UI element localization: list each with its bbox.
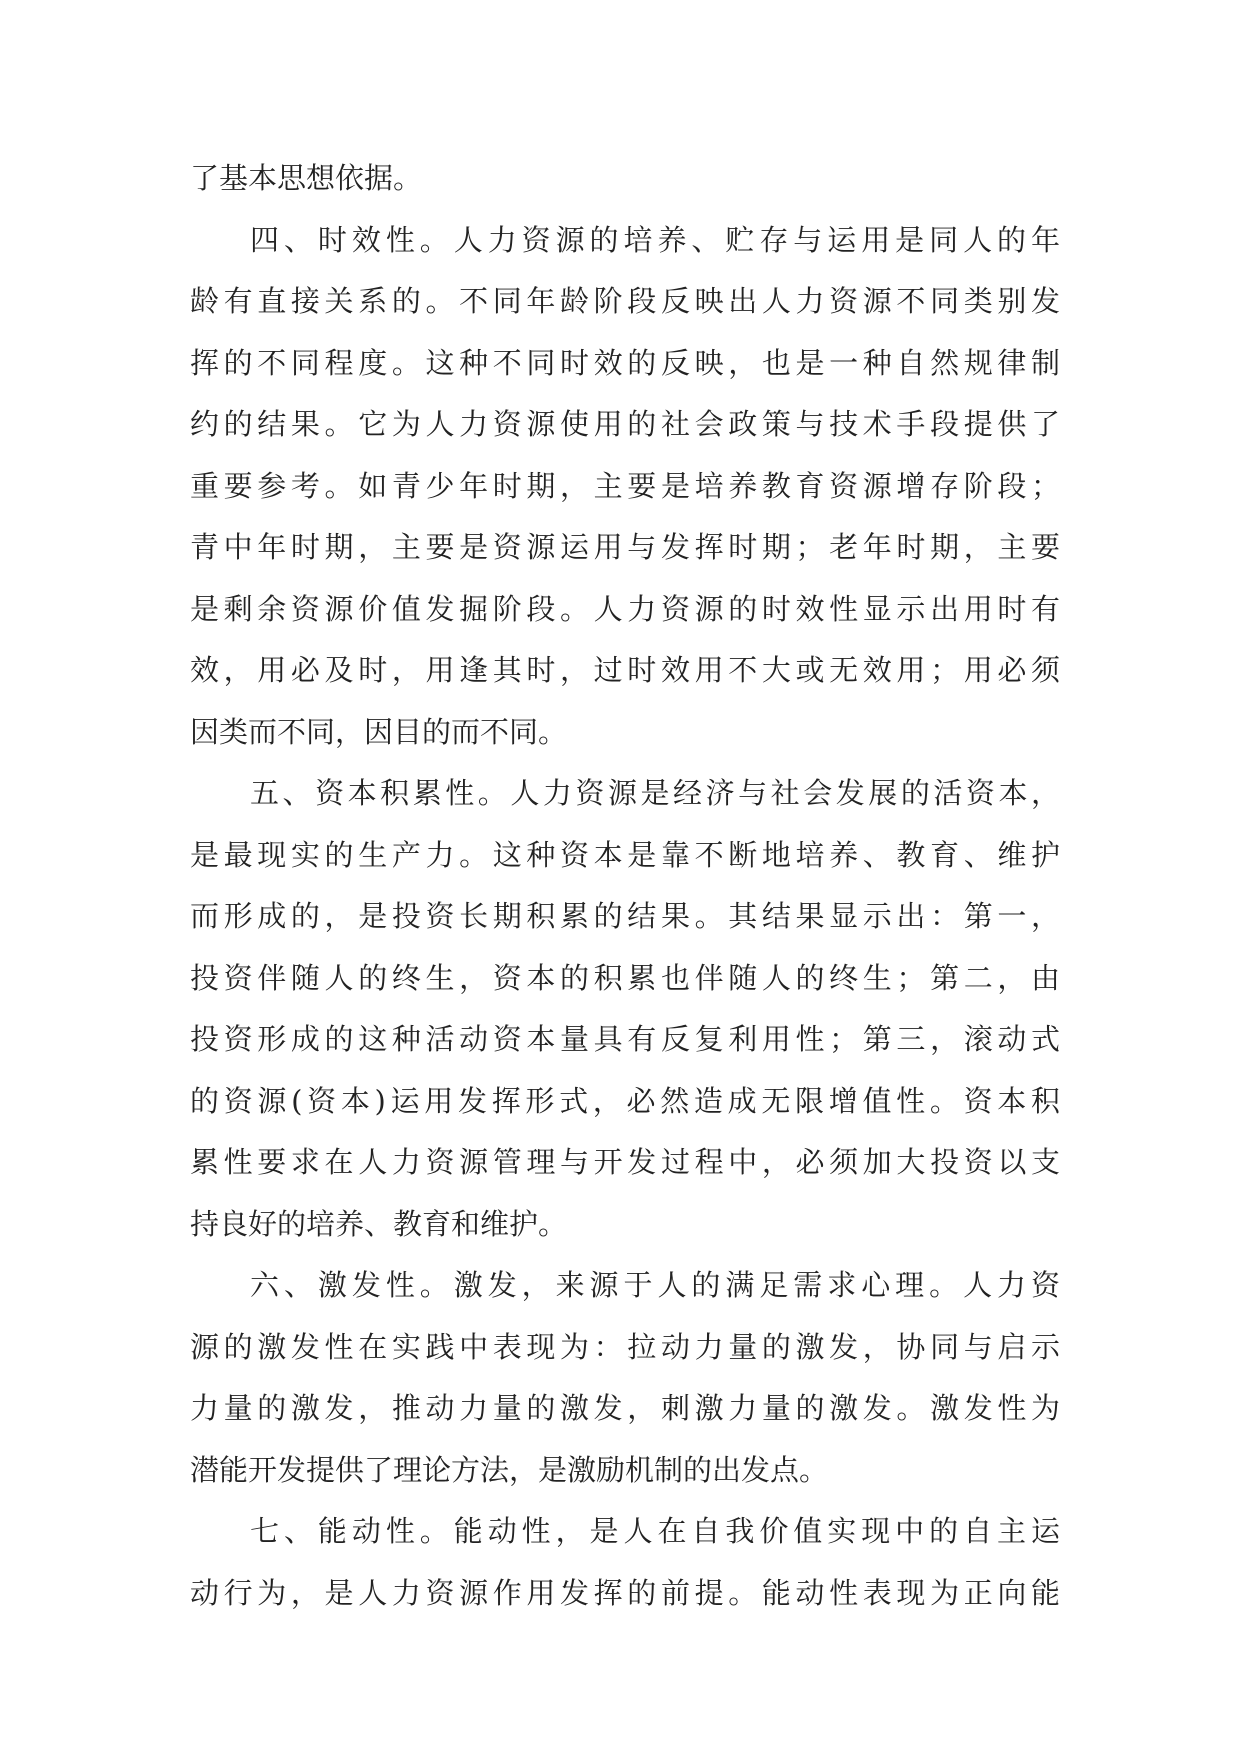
paragraph-line: 累性要求在人力资源管理与开发过程中，必须加大投资以支 [190, 1145, 1060, 1179]
paragraph-line: 效，用必及时，用逢其时，过时效用不大或无效用；用必须 [190, 653, 1060, 687]
body-text [190, 160, 1060, 1636]
paragraph-line: 龄有直接关系的。不同年龄阶段反映出人力资源不同类别发 [190, 284, 1060, 318]
paragraph-line: 约的结果。它为人力资源使用的社会政策与技术手段提供了 [190, 407, 1060, 441]
paragraph-line: 七、能动性。能动性，是人在自我价值实现中的自主运 [250, 1514, 1060, 1548]
paragraph-line: 挥的不同程度。这种不同时效的反映，也是一种自然规律制 [190, 345, 1060, 380]
paragraph-line: 投资伴随人的终生，资本的积累也伴随人的终生；第二，由 [190, 960, 1060, 995]
paragraph-line: 力量的激发，推动力量的激发，刺激力量的激发。激发性为 [190, 1391, 1060, 1425]
paragraph-line: 持良好的培养、教育和维护。 [190, 1206, 568, 1241]
paragraph-line: 是剩余资源价值发掘阶段。人力资源的时效性显示出用时有 [190, 591, 1060, 626]
paragraph-line: 了基本思想依据。 [190, 161, 423, 195]
paragraph-line: 投资形成的这种活动资本量具有反复利用性；第三，滚动式 [190, 1022, 1060, 1056]
paragraph-line: 动行为，是人力资源作用发挥的前提。能动性表现为正向能 [190, 1575, 1060, 1610]
paragraph-line: 的资源(资本)运用发挥形式，必然造成无限增值性。资本积 [190, 1083, 1060, 1118]
paragraph-line: 重要参考。如青少年时期，主要是培养教育资源增存阶段； [190, 468, 1060, 503]
paragraph-line: 五、资本积累性。人力资源是经济与社会发展的活资本， [250, 776, 1060, 810]
paragraph-line: 是最现实的生产力。这种资本是靠不断地培养、教育、维护 [190, 837, 1060, 872]
paragraph-line: 青中年时期，主要是资源运用与发挥时期；老年时期，主要 [190, 530, 1060, 564]
paragraph-line: 六、激发性。激发，来源于人的满足需求心理。人力资 [250, 1268, 1060, 1302]
paragraph-line: 而形成的，是投资长期积累的结果。其结果显示出：第一， [190, 899, 1060, 933]
paragraph-line: 因类而不同，因目的而不同。 [190, 714, 568, 749]
paragraph-line: 潜能开发提供了理论方法，是激励机制的出发点。 [190, 1452, 829, 1487]
paragraph-line: 四、时效性。人力资源的培养、贮存与运用是同人的年 [250, 222, 1060, 257]
paragraph-line: 源的激发性在实践中表现为：拉动力量的激发，协同与启示 [190, 1329, 1060, 1364]
